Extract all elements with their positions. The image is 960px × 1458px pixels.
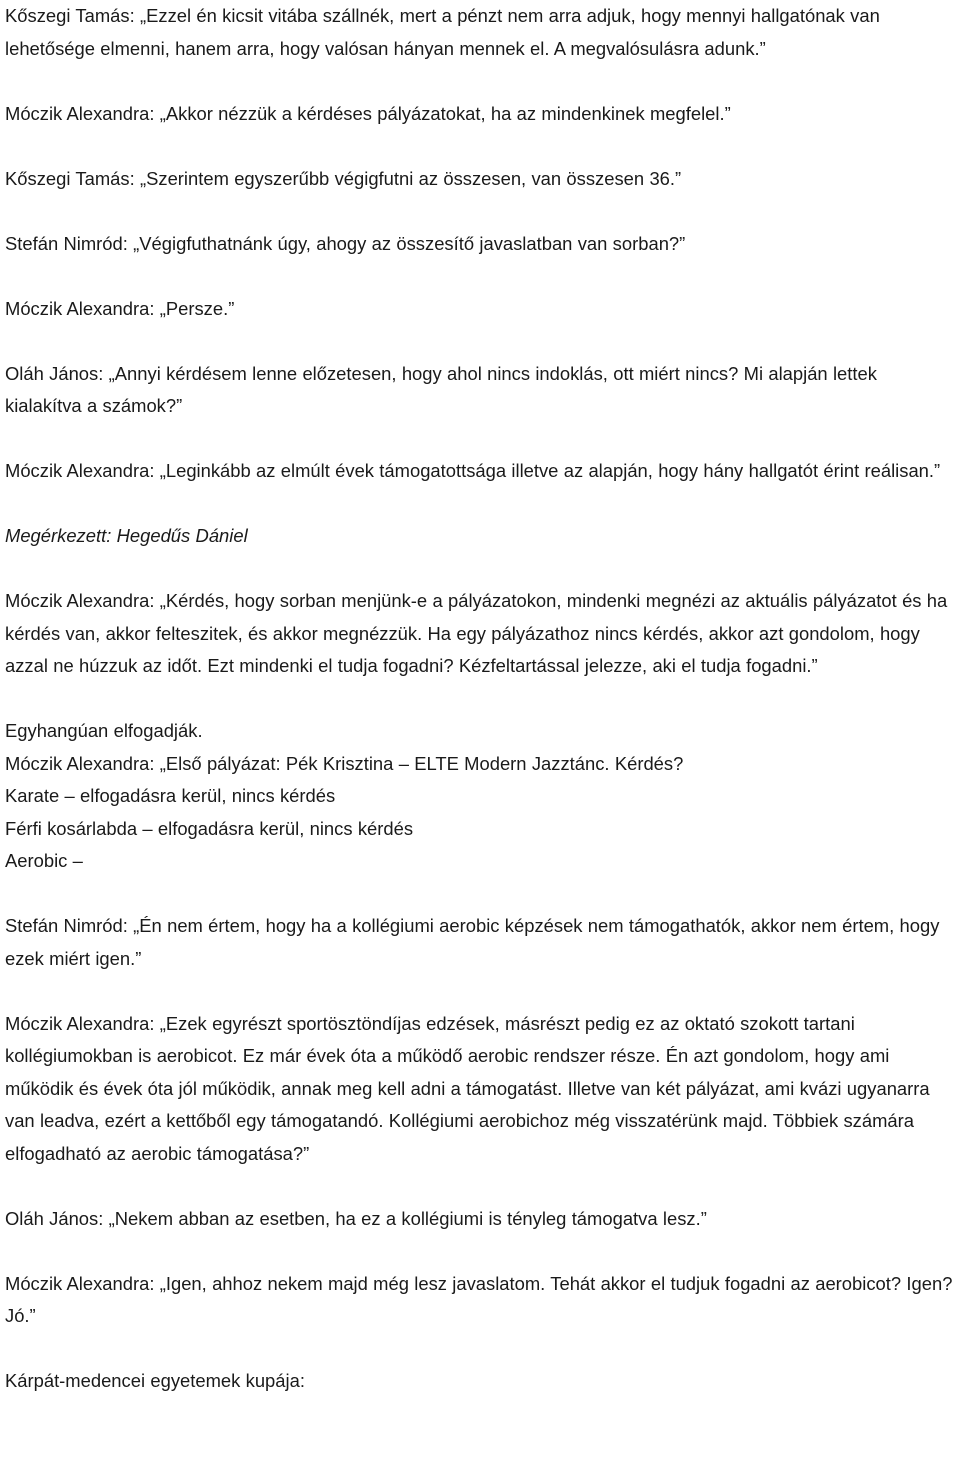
paragraph-stefan-2: Stefán Nimród: „Én nem értem, hogy ha a kollégiumi aerobic képzések nem támogathatók, akkor nem értem, hogy ezek miért igen.” bbox=[5, 915, 940, 969]
item-ferfi-kosarlabda: Férfi kosárlabda – elfogadásra kerül, nincs kérdés bbox=[5, 817, 414, 839]
paragraph-moczik-6: Móczik Alexandra: „Ezek egyrészt sportösztöndíjas edzések, másrészt pedig ez az oktató szokott tartani kollégiumokban is aerobicot. Ez már évek óta a működő aerobic rendszer része. Én azt gondolom, hogy ami működik és évek óta jól működik, annak meg kell adni a támogatást. Illetve van két pályázat, ami kvázi ugyanarra van leadva, ezért a kettőből egy támogatandó. Kollégiumi aerobichoz még visszatérünk majd. Többiek számára elfogadható az aerobic támogatása?” bbox=[5, 1012, 930, 1164]
decision-note: Egyhangúan elfogadják. bbox=[5, 720, 203, 741]
paragraph-moczik-3: Móczik Alexandra: „Leginkább az elmúlt évek támogatottsága illetve az alapján, hogy hány hallgatót érint reálisan.” bbox=[5, 460, 941, 481]
item-karate: Karate – elfogadásra kerül, nincs kérdés bbox=[5, 785, 336, 806]
paragraph-moczik-2: Móczik Alexandra: „Persze.” bbox=[5, 297, 235, 319]
paragraph-moczik-4: Móczik Alexandra: „Kérdés, hogy sorban menjünk-e a pályázatokon, mindenki megnézi az aktuális pályázatot és ha kérdés van, akkor felteszitek, és akkor megnézzük. Ha egy pályázathoz nincs kérdés, akkor azt gondolom, hogy azzal ne húzzuk az időt. Ezt mindenki el tudja fogadni? Kézfeltartással jelezze, aki el tudja fogadni.” bbox=[5, 590, 948, 676]
paragraph-koszegi-1: Kőszegi Tamás: „Ezzel én kicsit vitába szállnék, mert a pénzt nem arra adjuk, hogy mennyi hallgatónak van lehetősége elmenni, hanem arra, hogy valósan hányan mennek el. A megvalósulásra adunk.” bbox=[5, 5, 880, 59]
paragraph-moczik-7: Móczik Alexandra: „Igen, ahhoz nekem majd még lesz javaslatom. Tehát akkor el tudjuk fogadni az aerobicot? Igen? Jó.” bbox=[5, 1272, 953, 1326]
arrival-note: Megérkezett: Hegedűs Dániel bbox=[5, 525, 248, 546]
paragraph-moczik-5: Móczik Alexandra: „Első pályázat: Pék Krisztina – ELTE Modern Jazztánc. Kérdés? bbox=[5, 752, 684, 774]
paragraph-olah-1: Oláh János: „Annyi kérdésem lenne előzetesen, hogy ahol nincs indoklás, ott miért nincs? Mi alapján lettek kialakítva a számok?” bbox=[5, 362, 877, 416]
paragraph-koszegi-2: Kőszegi Tamás: „Szerintem egyszerűbb végigfutni az összesen, van összesen 36.” bbox=[5, 167, 682, 189]
paragraph-stefan-1: Stefán Nimród: „Végigfuthatnánk úgy, ahogy az összesítő javaslatban van sorban?” bbox=[5, 232, 686, 254]
document-body bbox=[5, 0, 955, 1398]
paragraph-olah-2: Oláh János: „Nekem abban az esetben, ha ez a kollégiumi is tényleg támogatva lesz.” bbox=[5, 1207, 707, 1229]
section-heading-karpat-medencei: Kárpát-medencei egyetemek kupája: bbox=[5, 1370, 305, 1391]
paragraph-moczik-1: Móczik Alexandra: „Akkor nézzük a kérdéses pályázatokat, ha az mindenkinek megfelel.” bbox=[5, 102, 731, 124]
item-aerobic: Aerobic – bbox=[5, 850, 83, 871]
